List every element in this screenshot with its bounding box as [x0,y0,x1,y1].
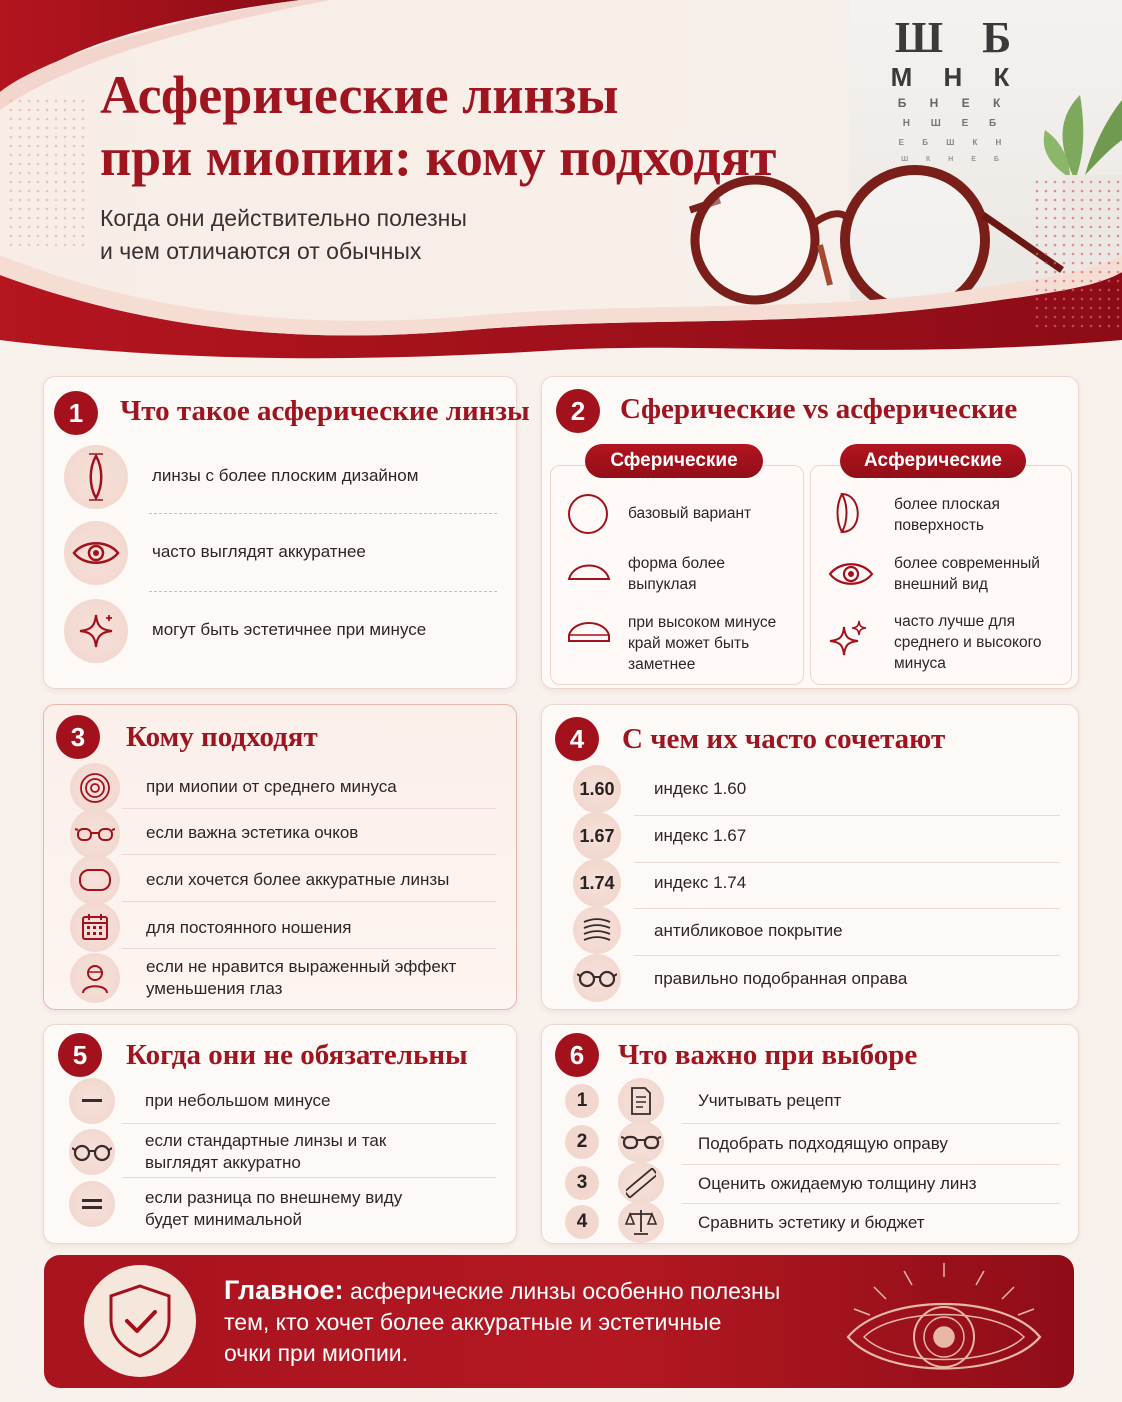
list-item-text [146,822,358,844]
glasses-icon [70,809,120,859]
summary-lead: Главное: [224,1275,344,1305]
section-combined-with [541,704,1079,1010]
comparison-line: более плоская [894,496,1000,513]
section-who-is-it-for [43,704,517,1010]
glasses-icon [69,1129,115,1175]
list-item-line: если важна эстетика очков [146,823,359,842]
list-item-text [146,917,351,939]
shield-check-icon [84,1265,196,1377]
eye-chart-row: Ш К Н Е Б [901,156,1007,163]
person-icon [70,953,120,1003]
lens-profile-icon [64,445,128,509]
step-number: 4 [565,1205,599,1239]
comparison-text [628,503,751,524]
target-icon [70,763,120,813]
section-spherical-vs-aspherical [541,376,1079,689]
index-badge: 1.67 [573,812,621,860]
index-badge: 1.74 [573,859,621,907]
minus-icon [69,1078,115,1124]
list-item-text: могут быть эстетичнее при минусе [152,620,427,639]
eye-chart-row: Е Б Ш К Н [898,138,1010,147]
list-item-line: при небольшом минусе [145,1091,331,1110]
section-title: Что важно при выборе [618,1039,918,1071]
lens-shape-icon [70,855,120,905]
summary-banner [44,1255,1074,1388]
sparkle-icon [828,619,868,664]
title-line: Асферические линзы [100,65,619,125]
comparison-line: базовый вариант [628,505,752,522]
flat-lens-icon [834,491,868,540]
comparison-line: минуса [894,655,946,672]
list-item-text [146,956,456,1000]
comparison-text [628,553,725,595]
eye-chart-row: Н Ш Е Б [902,118,1006,129]
comparison-text [628,612,776,675]
list-item-text: правильно подобранная оправа [654,969,908,988]
section-title: Когда они не обязательны [126,1039,468,1071]
comparison-line: поверхность [894,517,984,534]
summary-line: тем, кто хочет более аккуратные и эстетичные [224,1309,722,1335]
step-text: Оценить ожидаемую толщину линз [698,1174,977,1193]
list-item-line: если разница по внешнему виду [145,1188,403,1207]
list-item-line: будет минимальной [145,1210,302,1229]
section-number: 6 [555,1033,599,1077]
list-item-text: часто выглядят аккуратнее [152,542,366,561]
subtitle-line: Когда они действительно полезны [100,205,467,231]
eye-chart-row: Ш Б [894,13,1026,62]
glasses-icon [618,1121,664,1163]
eye-icon [828,559,874,594]
layers-icon [573,906,621,954]
step-text: Подобрать подходящую оправу [698,1134,948,1153]
list-item-text [146,776,397,798]
step-text: Учитывать рецепт [698,1091,842,1110]
equals-icon [69,1181,115,1227]
list-item-text [146,869,449,891]
document-icon [618,1078,664,1124]
list-item-line: выглядят аккуратно [145,1153,301,1172]
title-line: при миопии: кому подходят [100,127,777,187]
ruler-icon [618,1162,664,1204]
eye-illustration-icon [834,1259,1054,1385]
subtitle-line: и чем отличаются от обычных [100,238,422,264]
glasses-icon [573,954,621,1002]
comparison-line: более современный [894,555,1040,572]
list-item-text [145,1187,402,1231]
summary-line-text: асферические линзы особенно полезны [349,1278,781,1304]
list-item-text: индекс 1.67 [654,826,747,845]
summary-line [224,1275,824,1307]
header [0,0,1122,365]
section-title: Что такое асферические линзы [120,395,530,427]
step-number: 3 [565,1166,599,1200]
step-number: 2 [565,1125,599,1159]
section-number: 4 [555,717,599,761]
list-item-line: уменьшения глаз [146,979,283,998]
comparison-line: выпуклая [628,576,697,593]
eye-chart-row: Б Н Е К [897,96,1011,110]
list-item-line: если хочется более аккуратные линзы [146,870,450,889]
comparison-line: внешний вид [894,576,988,593]
step-text: Сравнить эстетику и бюджет [698,1213,925,1232]
list-item-line: для постоянного ношения [146,918,352,937]
section-title: Кому подходят [126,721,318,753]
thick-lens-icon [566,615,612,650]
step-number: 1 [565,1084,599,1118]
comparison-line: форма более [628,555,726,572]
comparison-line: заметнее [628,656,696,673]
section-number: 2 [556,389,600,433]
calendar-icon [70,902,120,952]
list-item-text [145,1130,386,1174]
index-badge: 1.60 [573,765,621,813]
list-item-line: при миопии от среднего минуса [146,777,397,796]
comparison-line: среднего и высокого [894,634,1042,651]
list-item-text: антибликовое покрытие [654,921,843,940]
section-title: Сферические vs асферические [620,393,1018,425]
list-item-text [145,1090,330,1112]
scales-icon [618,1201,664,1243]
eye-chart-row: М Н К [890,62,1022,92]
page-subtitle [100,202,620,268]
aspherical-label: Асферические [840,444,1026,478]
comparison-text [894,494,1000,536]
comparison-text [894,553,1040,595]
section-title: С чем их часто сочетают [622,723,946,755]
section-number: 5 [58,1033,102,1077]
eye-icon [64,521,128,585]
comparison-text [894,611,1042,674]
list-item-line: если стандартные линзы и так [145,1131,387,1150]
sparkle-icon [64,599,128,663]
page-title [100,64,820,188]
section-number: 1 [54,391,98,435]
summary-text [224,1275,824,1369]
comparison-line: при высоком минусе [628,614,777,631]
section-what-matters [541,1024,1079,1244]
list-item-text: линзы с более плоским дизайном [152,466,419,485]
list-item-line: если не нравится выраженный эффект [146,957,457,976]
summary-line: очки при миопии. [224,1340,409,1366]
convex-lens-icon [566,555,612,590]
list-item-text: индекс 1.74 [654,873,747,892]
list-item-text: индекс 1.60 [654,779,747,798]
spherical-label: Сферические [585,444,763,478]
section-number: 3 [56,715,100,759]
circle-icon [567,493,609,540]
section-what-are-aspherical [43,376,530,689]
comparison-line: край может быть [628,635,750,652]
section-when-not-needed [43,1024,517,1244]
comparison-line: часто лучше для [894,613,1016,630]
